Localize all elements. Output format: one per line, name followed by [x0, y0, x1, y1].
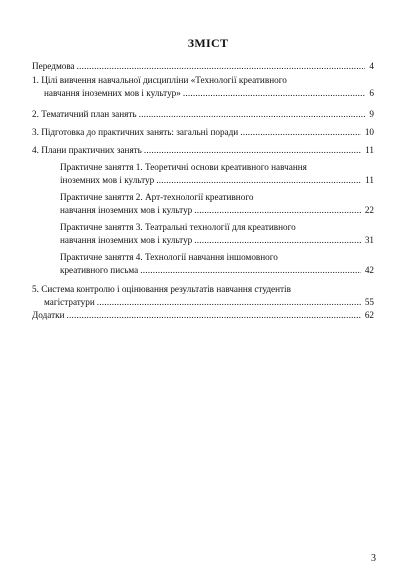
toc-entry-title-cont: магістратури — [44, 297, 95, 307]
page-title: ЗМІСТ — [187, 36, 229, 50]
toc-entry-appendices[interactable] — [32, 309, 374, 322]
toc-entry-preparation[interactable] — [32, 126, 374, 139]
toc-page-number: 55 — [364, 297, 374, 307]
dot-leader — [140, 264, 361, 277]
dot-leader — [97, 296, 361, 309]
toc-entry-title: Додатки — [32, 310, 65, 320]
toc-page-number: 6 — [369, 88, 374, 98]
toc-entry-title: Практичне заняття 1. Теоретичні основи креативного навчання — [60, 162, 307, 172]
toc-entry-practical-plans[interactable] — [32, 144, 374, 157]
toc-entry-title-cont: іноземних мов і культур — [60, 175, 155, 185]
page-number: 3 — [371, 553, 376, 564]
toc-entry-title: Передмова — [32, 61, 75, 71]
toc-entry-title-cont: навчання іноземних мов і культур» — [44, 88, 181, 98]
dot-leader — [194, 204, 361, 217]
toc-subentry-lesson-4[interactable] — [60, 251, 374, 277]
toc-entry-assessment[interactable] — [32, 283, 374, 309]
dot-leader — [139, 108, 366, 121]
dot-leader — [77, 60, 366, 73]
toc-entry-title-cont: навчання іноземних мов і культур — [60, 205, 193, 215]
toc-page-number: 22 — [364, 205, 374, 215]
toc-page-number: 4 — [369, 61, 374, 71]
toc-entry-goals[interactable] — [32, 74, 374, 100]
toc-entry-title: Практичне заняття 3. Театральні технології для креативного — [60, 222, 296, 232]
toc-entry-title-cont: креативного письма — [60, 265, 139, 275]
toc-page-number: 9 — [369, 109, 374, 119]
toc-entry-title: Практичне заняття 4. Технології навчання іншомовного — [60, 252, 278, 262]
toc-page-number: 11 — [365, 145, 374, 155]
toc-entry-thematic-plan[interactable] — [32, 108, 374, 121]
toc-entry-preface[interactable] — [32, 60, 374, 73]
toc-entry-title-cont: навчання іноземних мов і культур — [60, 235, 193, 245]
dot-leader — [194, 234, 361, 247]
toc-entry-title: 5. Система контролю і оцінювання результатів навчання студентів — [32, 284, 291, 294]
toc-entry-title: 1. Цілі вивчення навчальної дисципліни «Технології креативного — [32, 75, 287, 85]
toc-page-number: 42 — [364, 265, 374, 275]
toc-subentry-lesson-2[interactable] — [60, 191, 374, 217]
dot-leader — [183, 87, 366, 100]
toc-subentry-lesson-1[interactable] — [60, 161, 374, 187]
dot-leader — [67, 309, 361, 322]
toc-entry-title: 2. Тематичний план занять — [32, 109, 137, 119]
toc-page-number: 31 — [364, 235, 374, 245]
toc-page-number: 10 — [364, 127, 374, 137]
dot-leader — [156, 174, 361, 187]
toc-entry-title: 4. Плани практичних занять — [32, 145, 142, 155]
dot-leader — [240, 126, 361, 139]
toc-entry-title: 3. Підготовка до практичних занять: загальні поради — [32, 127, 239, 137]
toc-subentry-lesson-3[interactable] — [60, 221, 374, 247]
toc-page-number: 62 — [364, 310, 374, 320]
toc-page-number: 11 — [365, 175, 374, 185]
dot-leader — [144, 144, 361, 157]
toc-entry-title: Практичне заняття 2. Арт-технології креативного — [60, 192, 254, 202]
